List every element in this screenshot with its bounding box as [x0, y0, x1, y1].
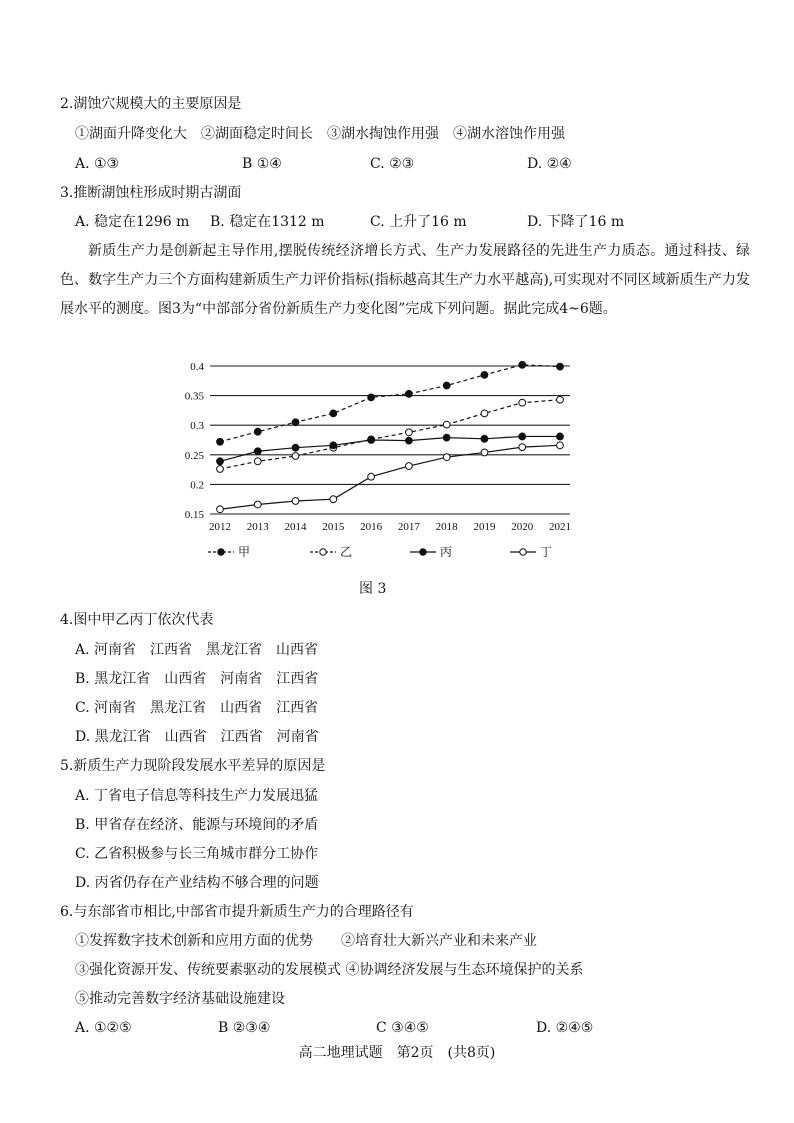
data-point — [292, 498, 299, 505]
data-point — [519, 361, 526, 368]
q4-option-b: B. 黑龙江省 山西省 河南省 江西省 — [75, 671, 319, 687]
q6-option-b: B ②③④ — [218, 1020, 271, 1036]
data-point — [217, 466, 224, 473]
data-point — [405, 437, 412, 444]
data-point — [254, 448, 261, 455]
x-tick-label: 2016 — [360, 521, 383, 533]
q6-item-3: ⑤推动完善数字经济基础设施建设 — [75, 991, 285, 1007]
data-point — [368, 473, 375, 480]
data-point — [217, 458, 224, 465]
q5-option-d: D. 丙省仍存在产业结构不够合理的问题 — [75, 875, 319, 891]
q3-option-c: C. 上升了16 m — [370, 214, 467, 230]
q4-option-c: C. 河南省 黑龙江省 山西省 江西省 — [75, 700, 319, 716]
q3-stem: 3.推断湖蚀柱形成时期古湖面 — [60, 185, 242, 201]
q6-option-a: A. ①②⑤ — [75, 1020, 132, 1036]
q6-item-1: ①发挥数字技术创新和应用方面的优势 ②培育壮大新兴产业和未来产业 — [75, 933, 537, 949]
data-point — [443, 434, 450, 441]
q2-option-c: C. ②③ — [370, 156, 415, 172]
legend-label: 丁 — [540, 545, 553, 559]
x-tick-label: 2013 — [246, 521, 269, 533]
data-point — [217, 506, 224, 513]
q2-stem: 2.湖蚀穴规模大的主要原因是 — [60, 96, 242, 112]
q5-option-c: C. 乙省积极参与长三角城市群分工协作 — [75, 846, 319, 862]
legend-label: 丙 — [440, 545, 453, 559]
y-tick-label: 0.35 — [184, 390, 204, 403]
legend-marker — [218, 549, 224, 555]
q2-option-b: B ①④ — [242, 156, 282, 172]
data-point — [292, 419, 299, 426]
data-point — [292, 453, 299, 460]
data-point — [254, 458, 261, 465]
x-tick-label: 2019 — [473, 521, 496, 533]
series-line — [220, 365, 560, 442]
data-point — [481, 435, 488, 442]
y-tick-label: 0.2 — [190, 479, 204, 492]
q5-stem: 5.新质生产力现阶段发展水平差异的原因是 — [60, 758, 326, 774]
legend-label: 乙 — [340, 545, 353, 559]
q4-option-d: D. 黑龙江省 山西省 江西省 河南省 — [75, 729, 319, 745]
x-tick-label: 2014 — [284, 521, 307, 533]
data-point — [557, 396, 564, 403]
data-point — [443, 421, 450, 428]
data-point — [481, 371, 488, 378]
data-point — [368, 394, 375, 401]
q2-option-a: A. ①③ — [75, 156, 120, 172]
data-point — [557, 433, 564, 440]
data-point — [254, 501, 261, 508]
data-point — [481, 410, 488, 417]
series-line — [220, 400, 560, 469]
legend-marker — [420, 549, 426, 555]
data-point — [405, 429, 412, 436]
q2-option-d: D. ②④ — [527, 156, 572, 172]
q2-items: ①湖面升降变化大 ②湖面稳定时间长 ③湖水掏蚀作用强 ④湖水溶蚀作用强 — [75, 126, 565, 142]
data-point — [481, 449, 488, 456]
q6-option-c: C ③④⑤ — [376, 1020, 429, 1036]
x-tick-label: 2018 — [435, 521, 458, 533]
x-tick-label: 2015 — [322, 521, 345, 533]
data-point — [330, 410, 337, 417]
x-tick-label: 2020 — [511, 521, 534, 533]
data-point — [405, 463, 412, 470]
data-point — [557, 363, 564, 370]
q3-option-a: A. 稳定在1296 m — [75, 214, 190, 230]
x-tick-label: 2017 — [397, 521, 420, 533]
data-point — [519, 399, 526, 406]
q3-option-d: D. 下降了16 m — [527, 214, 625, 230]
data-point — [254, 428, 261, 435]
data-point — [368, 437, 375, 444]
figure-caption: 图 3 — [359, 581, 387, 597]
y-tick-label: 0.25 — [184, 449, 204, 462]
line-chart — [160, 352, 600, 572]
data-point — [217, 438, 224, 445]
q6-option-d: D. ②④⑤ — [536, 1020, 594, 1036]
y-tick-label: 0.15 — [184, 509, 204, 521]
x-tick-label: 2021 — [549, 521, 571, 533]
q4-stem: 4.图中甲乙丙丁依次代表 — [60, 612, 214, 628]
q6-stem: 6.与东部省市相比,中部省市提升新质生产力的合理路径有 — [60, 904, 414, 920]
page-footer: 高二地理试题 第2页 (共8页) — [298, 1045, 496, 1061]
y-tick-label: 0.3 — [190, 420, 204, 433]
data-point — [443, 454, 450, 461]
data-point — [519, 433, 526, 440]
y-tick-label: 0.4 — [190, 361, 204, 373]
data-point — [557, 442, 564, 449]
q3-option-b: B. 稳定在1312 m — [210, 214, 325, 230]
data-point — [443, 382, 450, 389]
data-point — [330, 496, 337, 503]
data-point — [519, 444, 526, 451]
data-point — [405, 390, 412, 397]
data-point — [292, 444, 299, 451]
q5-option-a: A. 丁省电子信息等科技生产力发展迅猛 — [75, 788, 319, 804]
passage: 新质生产力是创新起主导作用,摆脱传统经济增长方式、生产力发展路径的先进生产力质态。通过科技、绿色、数字生产力三个方面构建新质生产力评价指标(指标越高其生产力水平越高),可实现对不同区域新质生产力发展水平的测度。图3为“中部部分省份新质生产力变化图”完成下列问题。据此完成4~6题。 — [60, 243, 750, 317]
legend-marker — [320, 549, 326, 555]
data-point — [330, 442, 337, 449]
q4-option-a: A. 河南省 江西省 黑龙江省 山西省 — [75, 642, 319, 658]
legend-marker — [520, 549, 526, 555]
legend-label: 甲 — [238, 545, 251, 559]
q5-option-b: B. 甲省存在经济、能源与环境间的矛盾 — [75, 817, 319, 833]
q6-item-2: ③强化资源开发、传统要素驱动的发展模式 ④协调经济发展与生态环境保护的关系 — [75, 962, 584, 978]
x-tick-label: 2012 — [209, 521, 231, 533]
